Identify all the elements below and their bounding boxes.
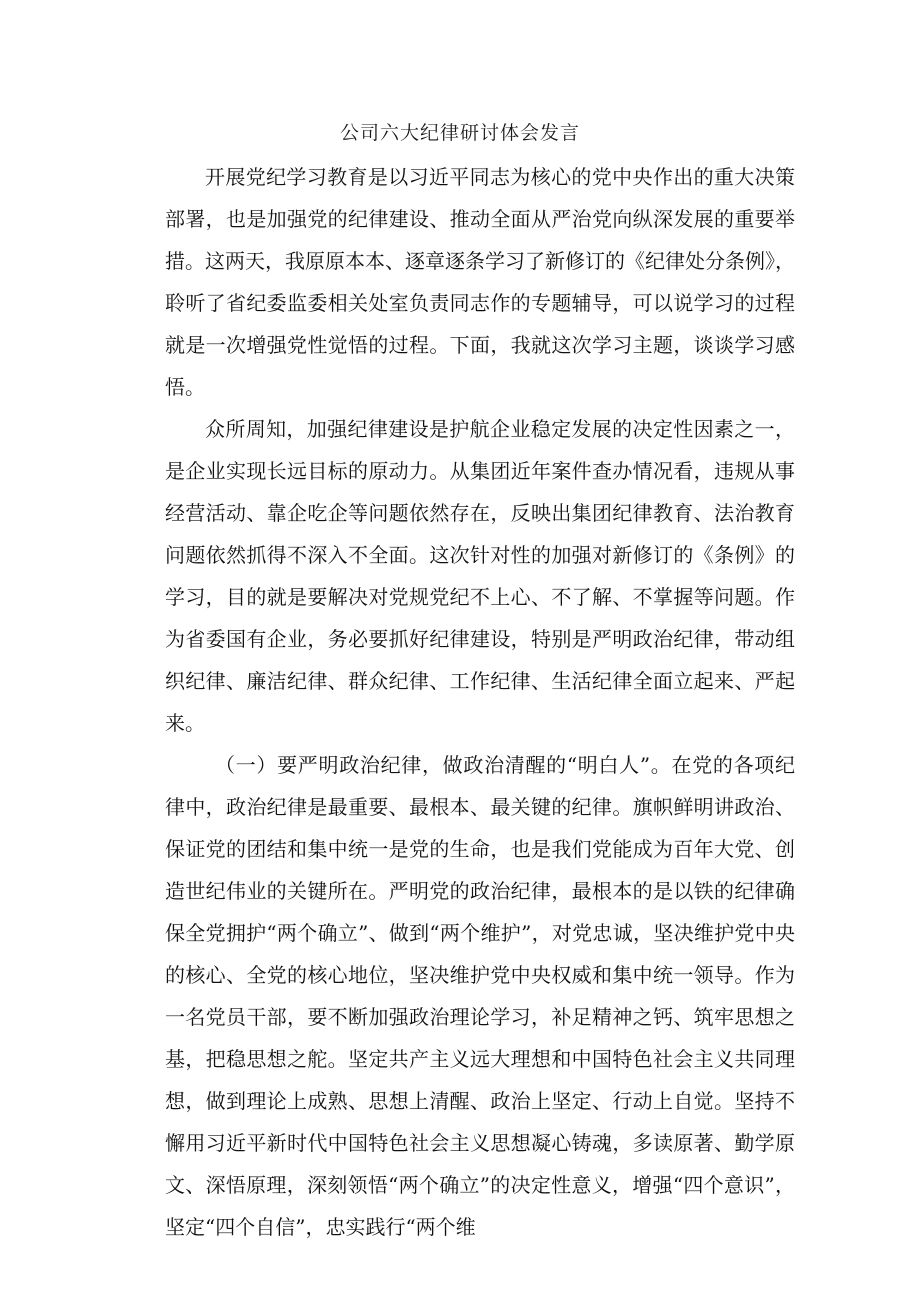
- document-body: [165, 156, 795, 1248]
- document-title: 公司六大纪律研讨体会发言: [339, 122, 580, 144]
- paragraph-discipline-importance: 众所周知，加强纪律建设是护航企业稳定发展的决定性因素之一，是企业实现长远目标的原动力。从集团近年案件查办情况看，违规从事经营活动、靠企吃企等问题依然存在，反映出集团纪律教育、法治教育问题依然抓得不深入不全面。这次针对性的加强对新修订的《条例》的学习，目的就是要解决对党规党纪不上心、不了解、不掌握等问题。作为省委国有企业，务必要抓好纪律建设，特别是严明政治纪律，带动组织纪律、廉洁纪律、群众纪律、工作纪律、生活纪律全面立起来、严起来。: [165, 417, 795, 735]
- paragraph-political-discipline: （一）要严明政治纪律，做政治清醒的“明白人”。在党的各项纪律中，政治纪律是最重要、最根本、最关键的纪律。旗帜鲜明讲政治、保证党的团结和集中统一是党的生命，也是我们党能成为百年大党、创造世纪伟业的关键所在。严明党的政治纪律，最根本的是以铁的纪律确保全党拥护“两个确立”、做到“两个维护”，对党忠诚，坚决维护党中央的核心、全党的核心地位，坚决维护党中央权威和集中统一领导。作为一名党员干部，要不断加强政治理论学习，补足精神之钙、筑牢思想之基，把稳思想之舵。坚定共产主义远大理想和中国特色社会主义共同理想，做到理论上成熟、思想上清醒、政治上坚定、行动上自觉。坚持不懈用习近平新时代中国特色社会主义思想凝心铸魂，多读原著、勤学原文、深悟原理，深刻领悟“两个确立”的决定性意义，增强“四个意识”，坚定“四个自信”，忠实践行“两个维: [165, 753, 795, 1239]
- paragraph-intro: 开展党纪学习教育是以习近平同志为核心的党中央作出的重大决策部署，也是加强党的纪律建设、推动全面从严治党向纵深发展的重要举措。这两天，我原原本本、逐章逐条学习了新修订的《纪律处分条例》，聆听了省纪委监委相关处室负责同志作的专题辅导，可以说学习的过程就是一次增强党性觉悟的过程。下面，我就这次学习主题，谈谈学习感悟。: [165, 165, 795, 399]
